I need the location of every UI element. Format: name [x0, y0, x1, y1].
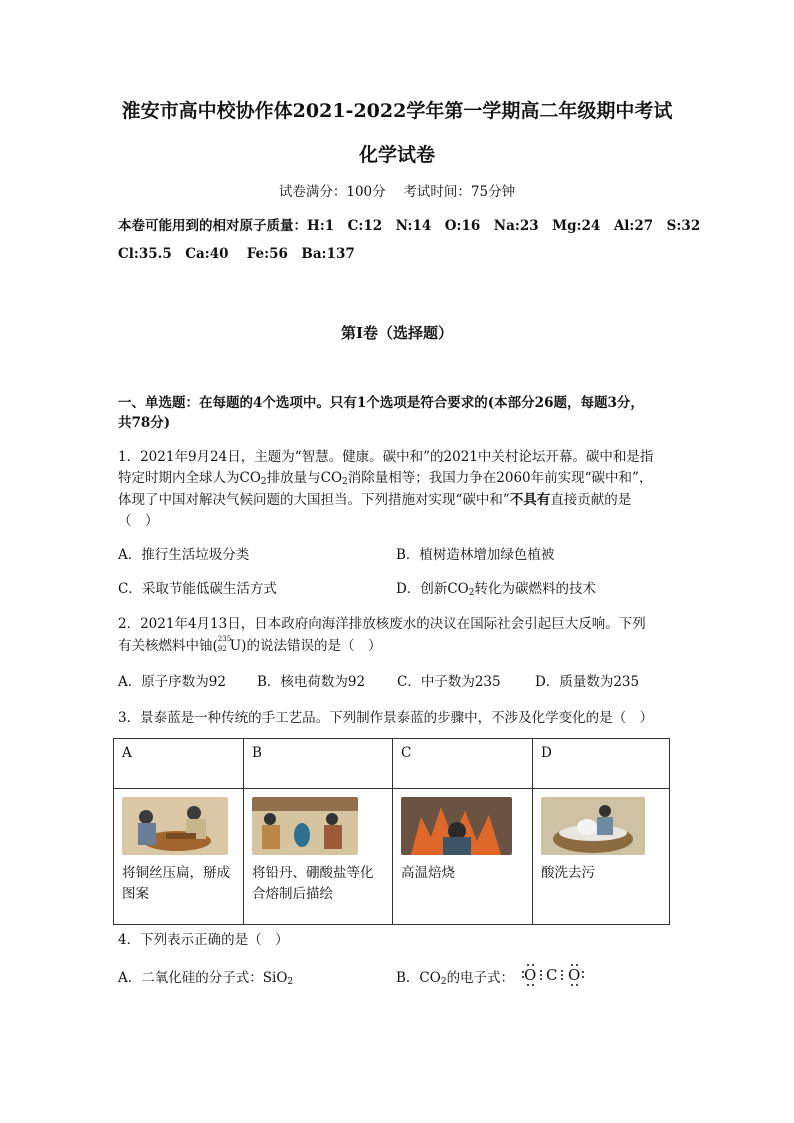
q3-option-table — [113, 738, 670, 925]
q3-stem: 3．景泰蓝是一种传统的手工艺品。下列制作景泰蓝的步骤中，不涉及化学变化的是（ ） — [118, 710, 654, 726]
svg-text:O: O — [524, 966, 537, 984]
q2-option-c: C．中子数为235 — [397, 674, 501, 690]
atomic-mass-line-1: 本卷可能用到的相对原子质量：H:1 C:12 N:14 O:16 Na:23 Mg:24 Al:27 S:32 — [118, 218, 701, 234]
q1-line-1: 1．2021年9月24日，主题为“智慧。健康。碳中和”的2021中关村论坛开幕。碳中和是指 — [118, 449, 654, 465]
q1-option-a: A．推行生活垃圾分类 — [118, 547, 250, 563]
artisans-painting-vases-image — [252, 797, 358, 855]
q3-header-d: D — [533, 739, 670, 789]
q3-header-c: C — [393, 739, 533, 789]
section-instruction-2: 共78分) — [118, 415, 171, 431]
q3-caption-d: 酸洗去污 — [541, 865, 595, 881]
co2-electron-dot-formula — [520, 962, 586, 988]
section-instruction-1: 一、单选题：在每题的4个选项中。只有1个选项是符合要求的(本部分26题，每题3分， — [118, 395, 644, 411]
q2-line-2: 有关核燃料中铀( 235 92 U)的说法错误的是（ ） — [118, 635, 382, 654]
q1-blank: （ ） — [118, 513, 159, 529]
q3-cell-b — [244, 789, 393, 925]
q1-option-c: C．采取节能低碳生活方式 — [118, 581, 277, 597]
q4-option-a: A．二氧化硅的分子式：SiO$_2$ — [118, 970, 294, 987]
svg-text:O: O — [568, 966, 581, 984]
kiln-firing-image — [401, 797, 512, 855]
q3-caption-c: 高温焙烧 — [401, 865, 455, 881]
q2-line-1: 2．2021年4月13日，日本政府向海洋排放核废水的决议在国际社会引起巨大反响。下列 — [118, 616, 646, 632]
craftsmen-pressing-wire-image — [122, 797, 228, 855]
paper-subtitle: 化学试卷 — [358, 144, 435, 166]
q2-option-b: B．核电荷数为92 — [257, 674, 366, 690]
q3-cell-d — [533, 789, 670, 925]
q2-option-d: D．质量数为235 — [535, 674, 640, 690]
exam-title: 淮安市高中校协作体2021-2022学年第一学期高二年级期中考试 — [121, 100, 673, 122]
svg-text:C: C — [546, 966, 558, 984]
q4-stem: 4．下列表示正确的是（ ） — [118, 932, 289, 948]
q2-option-a: A．原子序数为92 — [118, 674, 226, 690]
q1-line-2: 特定时期内全球人为$CO_2$排放量与$CO_2$消除量相等；我国力争在2060年前实现“碳中和”， — [118, 470, 653, 487]
q3-header-b: B — [244, 739, 393, 789]
q3-cell-c — [393, 789, 533, 925]
section-title: 第I卷（选择题） — [340, 324, 454, 342]
q3-caption-a: 将铜丝压扁，掰成图案 — [122, 865, 230, 902]
atomic-mass-line-2: Cl:35.5 Ca:40 Fe:56 Ba:137 — [118, 246, 355, 262]
q4-option-b: B．$CO_2$的电子式： — [396, 970, 515, 987]
q1-option-b: B．植树造林增加绿色植被 — [396, 547, 555, 563]
q3-caption-b: 将铅丹、硼酸盐等化合熔制后描绘 — [252, 865, 374, 902]
q1-option-d: D．创新$CO_2$转化为碳燃料的技术 — [396, 581, 596, 598]
q3-header-a: A — [114, 739, 244, 789]
uranium-nuclide: 235 92 — [217, 635, 232, 653]
acid-washing-image — [541, 797, 645, 855]
q3-cell-a — [114, 789, 244, 925]
q1-line-3: 体现了中国对解决气候问题的大国担当。下列措施对实现“碳中和”不具有直接贡献的是 — [118, 492, 632, 508]
exam-info: 试卷满分：100分 考试时间：75分钟 — [278, 184, 516, 200]
